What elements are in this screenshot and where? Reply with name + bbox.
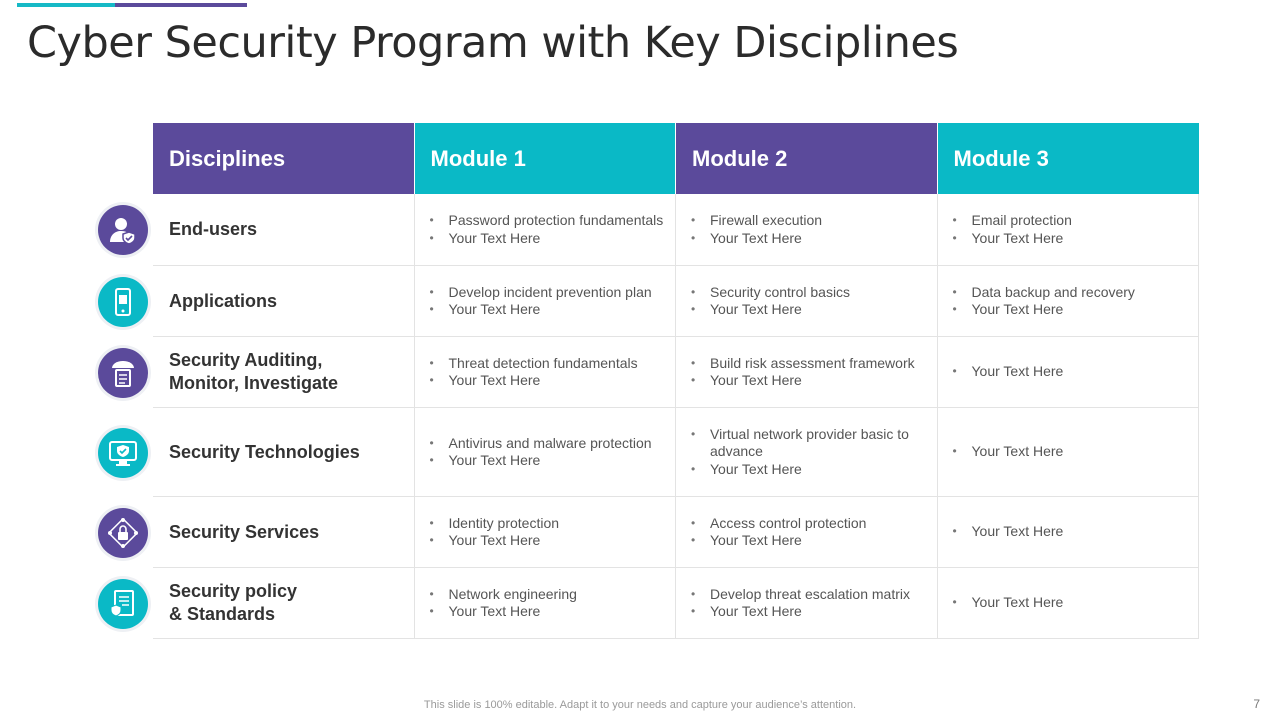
discipline-label: Security Technologies (169, 441, 360, 462)
bullet-list (676, 284, 858, 319)
bullet-list (676, 355, 923, 390)
bullet-list (415, 515, 568, 550)
bullet-item: • Virtual network provider basic to advance (710, 426, 929, 461)
top-accent-bar (17, 3, 247, 7)
table-row (153, 497, 1199, 568)
discipline-label: End-users (169, 219, 258, 239)
discipline-cell (153, 266, 415, 336)
bullet-list (415, 586, 585, 621)
bullet-item: • Password protection fundamentals (449, 212, 664, 230)
bullet-list (415, 284, 660, 319)
bullet-list (415, 355, 646, 390)
user-shield-icon (98, 205, 148, 255)
table-body (153, 194, 1199, 639)
bullet-item: • Email protection (972, 212, 1072, 230)
umbrella-clipboard-icon (98, 348, 148, 398)
module-3-cell (938, 497, 1200, 567)
bullet-item: • Your Text Here (972, 301, 1135, 319)
bullet-item: • Your Text Here (710, 603, 910, 621)
bullet-list (938, 284, 1143, 319)
module-1-cell (415, 337, 677, 407)
network-lock-icon (98, 508, 148, 558)
bullet-item: • Your Text Here (710, 532, 866, 550)
bullet-list (938, 523, 1072, 541)
bullet-list (938, 363, 1072, 381)
header-module-2: Module 2 (676, 123, 938, 194)
module-3-cell (938, 408, 1200, 496)
table-row (153, 408, 1199, 497)
slide-title: Cyber Security Program with Key Disciplines (27, 18, 959, 68)
bullet-item: • Build risk assessment framework (710, 355, 915, 373)
module-1-cell (415, 497, 677, 567)
bullet-list (676, 515, 874, 550)
bullet-item: • Your Text Here (710, 461, 929, 479)
monitor-shield-icon (98, 428, 148, 478)
module-1-cell (415, 266, 677, 336)
header-module-3: Module 3 (938, 123, 1200, 194)
discipline-label: Security Services (169, 521, 320, 542)
footer-note: This slide is 100% editable. Adapt it to your needs and capture your audience’s attention. (423, 699, 857, 711)
bullet-item: • Develop incident prevention plan (449, 284, 652, 302)
bullet-item: • Your Text Here (972, 594, 1064, 612)
module-1-cell (415, 408, 677, 496)
module-3-cell (938, 194, 1200, 265)
bullet-list (938, 443, 1072, 461)
header-module-1: Module 1 (415, 123, 677, 194)
accent-bar-purple (115, 3, 247, 7)
module-3-cell (938, 337, 1200, 407)
bullet-item: • Data backup and recovery (972, 284, 1135, 302)
accent-bar-teal (17, 3, 115, 7)
bullet-item: • Your Text Here (449, 230, 664, 248)
policy-document-icon (98, 579, 148, 629)
bullet-item: • Develop threat escalation matrix (710, 586, 910, 604)
bullet-item: • Security control basics (710, 284, 850, 302)
bullet-item: • Your Text Here (449, 532, 560, 550)
bullet-list (676, 586, 918, 621)
module-2-cell (676, 266, 938, 336)
bullet-item: • Your Text Here (449, 452, 652, 470)
bullet-item: • Threat detection fundamentals (449, 355, 638, 373)
module-2-cell (676, 408, 938, 496)
bullet-list (415, 435, 660, 470)
bullet-list (676, 426, 937, 479)
bullet-item: • Access control protection (710, 515, 866, 533)
mobile-app-icon (98, 277, 148, 327)
bullet-item: • Network engineering (449, 586, 577, 604)
module-3-cell (938, 568, 1200, 638)
module-3-cell (938, 266, 1200, 336)
table-row (153, 266, 1199, 337)
bullet-item: • Firewall execution (710, 212, 822, 230)
discipline-label: Applications (169, 290, 278, 311)
discipline-label: Security Auditing, Monitor, Investigate (169, 350, 339, 393)
bullet-list (938, 212, 1080, 247)
table-row (153, 568, 1199, 639)
disciplines-table (153, 123, 1199, 639)
bullet-list (938, 594, 1072, 612)
table-row (153, 194, 1199, 266)
bullet-item: • Your Text Here (710, 230, 822, 248)
discipline-cell (153, 408, 415, 496)
module-2-cell (676, 497, 938, 567)
module-1-cell (415, 194, 677, 265)
discipline-label: Security policy & Standards (169, 581, 298, 624)
bullet-item: • Your Text Here (710, 301, 850, 319)
bullet-item: • Antivirus and malware protection (449, 435, 652, 453)
table-header-row (153, 123, 1199, 194)
module-1-cell (415, 568, 677, 638)
module-2-cell (676, 194, 938, 265)
module-2-cell (676, 568, 938, 638)
bullet-list (415, 212, 672, 247)
table-row (153, 337, 1199, 408)
bullet-item: • Your Text Here (449, 301, 652, 319)
bullet-item: • Your Text Here (449, 603, 577, 621)
bullet-item: • Your Text Here (449, 372, 638, 390)
discipline-cell (153, 194, 415, 265)
page-number: 7 (1253, 697, 1260, 711)
bullet-item: • Your Text Here (710, 372, 915, 390)
module-2-cell (676, 337, 938, 407)
bullet-item: • Your Text Here (972, 363, 1064, 381)
discipline-cell (153, 568, 415, 638)
bullet-item: • Your Text Here (972, 523, 1064, 541)
header-disciplines: Disciplines (153, 123, 415, 194)
bullet-item: • Identity protection (449, 515, 560, 533)
bullet-list (676, 212, 830, 247)
bullet-item: • Your Text Here (972, 230, 1072, 248)
discipline-cell (153, 497, 415, 567)
bullet-item: • Your Text Here (972, 443, 1064, 461)
discipline-cell (153, 337, 415, 407)
